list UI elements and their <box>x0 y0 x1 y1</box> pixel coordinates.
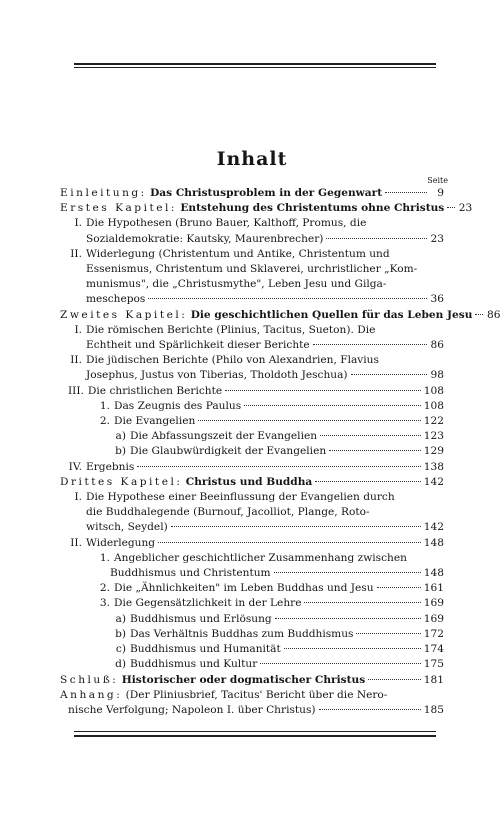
toc-entry <box>60 308 501 323</box>
toc-entry <box>60 414 444 429</box>
toc-entry-number: I. <box>74 323 82 336</box>
toc-entry-title: Die Hypothesen (Bruno Bauer, Kalthoff, Promus, die <box>86 217 367 230</box>
toc-entry-number: IV. <box>68 460 82 473</box>
dot-leader <box>368 679 421 680</box>
toc-page-number: 185 <box>423 703 444 716</box>
toc-entry-title: Angeblicher geschichtlicher Zusammenhang zwischen <box>114 551 407 564</box>
toc-chapter-title: (Der Pliniusbrief, Tacitus' Bericht über die Nero- <box>125 688 388 701</box>
toc-chapter-title: Die geschichtlichen Quellen für das Leben Jesu <box>190 308 473 321</box>
toc-entry <box>60 399 444 414</box>
toc-entry <box>60 627 444 642</box>
toc-chapter-title: Das Christusproblem in der Gegenwart <box>150 187 383 199</box>
toc-page-number: 148 <box>423 567 444 580</box>
toc-page-number: 123 <box>423 430 444 443</box>
toc-entry-number: c) <box>115 643 126 656</box>
toc-page-number: 138 <box>423 460 444 473</box>
dot-leader <box>313 344 427 345</box>
toc-entry <box>60 657 444 672</box>
toc-entry-number: b) <box>115 627 126 640</box>
page-title: Inhalt <box>216 148 288 170</box>
toc-entry <box>60 642 444 657</box>
toc-page-number: 98 <box>430 369 444 382</box>
toc-page-number: 174 <box>423 643 444 656</box>
toc-entry-title: Widerlegung (Christentum und Antike, Christentum und <box>86 247 390 260</box>
toc-entry-number: b) <box>115 445 126 458</box>
toc-entry-title: Die römischen Berichte (Plinius, Tacitus, Sueton). Die <box>86 323 376 336</box>
dot-leader <box>351 374 427 375</box>
toc-chapter-label: Einleitung: <box>60 187 147 199</box>
toc-entry <box>60 384 444 399</box>
dot-leader <box>356 633 420 634</box>
table-of-contents <box>60 186 501 718</box>
toc-entry <box>60 596 444 611</box>
toc-page-number: 108 <box>423 399 444 412</box>
toc-entry <box>60 186 444 201</box>
toc-entry-number: 2. <box>99 415 110 428</box>
toc-entry-title: Buddhismus und Kultur <box>130 658 258 671</box>
dot-leader <box>329 450 421 451</box>
toc-entry <box>60 444 444 459</box>
dot-leader <box>171 526 421 527</box>
toc-entry-continuation: Essenismus, Christentum und Sklaverei, urchristlicher „Kom- <box>86 263 418 276</box>
top-rule-thick <box>74 63 436 65</box>
toc-entry-number: II. <box>70 247 82 260</box>
toc-entry <box>60 612 444 627</box>
toc-chapter-title: Christus und Buddha <box>185 475 313 488</box>
dot-leader <box>148 298 427 299</box>
toc-entry-number: II. <box>70 354 82 367</box>
toc-entry <box>60 429 444 444</box>
seite-label: Seite <box>427 176 448 185</box>
toc-chapter-title: Entstehung des Christentums ohne Christus <box>180 202 445 215</box>
toc-entry <box>60 353 444 383</box>
toc-entry <box>60 247 444 308</box>
toc-page-number: 169 <box>423 612 444 625</box>
toc-entry-title: Die „Ähnlichkeiten" im Leben Buddhas und Jesu <box>114 582 374 595</box>
toc-entry <box>60 323 444 353</box>
bottom-rule-thin <box>74 731 436 732</box>
toc-entry-title: Die jüdischen Berichte (Philo von Alexandrien, Flavius <box>86 354 379 367</box>
toc-page-number: 9 <box>437 187 444 199</box>
toc-entry-continuation: Buddhismus und Christentum <box>110 567 271 580</box>
toc-entry-number: II. <box>70 536 82 549</box>
toc-page-number: 181 <box>423 673 444 686</box>
toc-page-number: 172 <box>423 627 444 640</box>
dot-leader <box>225 390 421 391</box>
toc-entry-title: Die christlichen Berichte <box>87 384 223 397</box>
dot-leader <box>326 238 427 239</box>
toc-chapter-label: Schluß: <box>60 673 119 686</box>
dot-leader <box>319 709 421 710</box>
toc-page-number: 142 <box>423 475 444 488</box>
toc-entry <box>60 688 444 718</box>
toc-entry-continuation: nische Verfolgung; Napoleon I. über Christus) <box>68 703 316 716</box>
toc-page-number: 86 <box>486 308 501 321</box>
dot-leader <box>320 435 421 436</box>
toc-entry-number: 2. <box>99 582 110 595</box>
toc-entry-title: Widerlegung <box>86 536 156 549</box>
toc-entry-continuation: Sozialdemokratie: Kautsky, Maurenbrecher) <box>86 232 324 245</box>
toc-page-number: 169 <box>423 597 444 610</box>
toc-page-number: 108 <box>423 384 444 397</box>
toc-chapter-label: Erstes Kapitel: <box>60 202 177 215</box>
dot-leader <box>304 602 420 603</box>
toc-entry-continuation: witsch, Seydel) <box>86 521 168 534</box>
toc-entry-title: Die Abfassungszeit der Evangelien <box>130 430 318 443</box>
toc-entry-number: I. <box>74 491 82 504</box>
toc-entry-number: 1. <box>99 551 110 564</box>
toc-page-number: 129 <box>423 445 444 458</box>
toc-entry-title: Die Glaubwürdigkeit der Evangelien <box>130 445 327 458</box>
toc-entry-continuation: meschepos <box>86 293 146 306</box>
toc-page-number: 175 <box>423 658 444 671</box>
toc-entry <box>60 673 444 688</box>
toc-entry-title: Buddhismus und Erlösung <box>130 612 272 625</box>
toc-entry <box>60 581 444 596</box>
dot-leader <box>244 405 421 406</box>
toc-page-number: 23 <box>430 232 444 245</box>
dot-leader <box>158 542 421 543</box>
toc-entry <box>60 460 444 475</box>
toc-page-number: 23 <box>458 202 473 215</box>
toc-page-number: 148 <box>423 536 444 549</box>
toc-chapter-label: Drittes Kapitel: <box>60 475 183 488</box>
top-rule-thin <box>74 67 436 68</box>
toc-entry <box>60 201 473 216</box>
dot-leader <box>275 618 421 619</box>
toc-entry-title: Das Zeugnis des Paulus <box>114 399 242 412</box>
toc-chapter-title: Historischer oder dogmatischer Christus <box>121 673 366 686</box>
toc-page-number: 122 <box>423 415 444 428</box>
dot-leader <box>385 192 427 193</box>
dot-leader <box>260 663 420 664</box>
dot-leader <box>475 314 483 315</box>
toc-entry-number: a) <box>115 430 126 443</box>
dot-leader <box>377 587 421 588</box>
toc-entry <box>60 551 444 581</box>
toc-page-number: 161 <box>423 582 444 595</box>
toc-entry-number: 1. <box>99 399 110 412</box>
toc-entry-title: Die Gegensätzlichkeit in der Lehre <box>114 597 302 610</box>
toc-entry-continuation: Josephus, Justus von Tiberias, Tholdoth Jeschua) <box>86 369 348 382</box>
toc-chapter-label: Zweites Kapitel: <box>60 308 188 321</box>
toc-entry-continuation: munismus", die „Christusmythe", Leben Jesu und Gilga- <box>86 278 387 291</box>
bottom-rule-thick <box>74 735 436 737</box>
toc-entry-title: Ergebnis <box>86 460 135 473</box>
toc-entry-title: Buddhismus und Humanität <box>130 643 281 656</box>
dot-leader <box>198 420 420 421</box>
toc-entry-number: I. <box>74 217 82 230</box>
toc-page-number: 36 <box>430 293 444 306</box>
toc-entry-title: Die Evangelien <box>114 415 196 428</box>
toc-entry-title: Die Hypothese einer Beeinflussung der Evangelien durch <box>86 491 395 504</box>
toc-entry-continuation: die Buddhalegende (Burnouf, Jacolliot, Plange, Roto- <box>86 506 370 519</box>
dot-leader <box>447 207 455 208</box>
toc-entry <box>60 490 444 536</box>
dot-leader <box>274 572 421 573</box>
toc-entry-number: III. <box>68 384 84 397</box>
toc-page-number: 86 <box>430 339 444 352</box>
toc-page-number: 142 <box>423 521 444 534</box>
toc-entry-number: 3. <box>99 597 110 610</box>
toc-entry-number: d) <box>115 658 126 671</box>
toc-entry <box>60 536 444 551</box>
toc-chapter-label: Anhang: <box>60 688 123 701</box>
toc-entry <box>60 475 444 490</box>
dot-leader <box>137 466 420 467</box>
dot-leader <box>284 648 421 649</box>
dot-leader <box>315 481 420 482</box>
toc-entry-title: Das Verhältnis Buddhas zum Buddhismus <box>130 627 354 640</box>
toc-entry-continuation: Echtheit und Spärlichkeit dieser Berichte <box>86 339 310 352</box>
toc-entry-number: a) <box>115 612 126 625</box>
toc-entry <box>60 216 444 246</box>
